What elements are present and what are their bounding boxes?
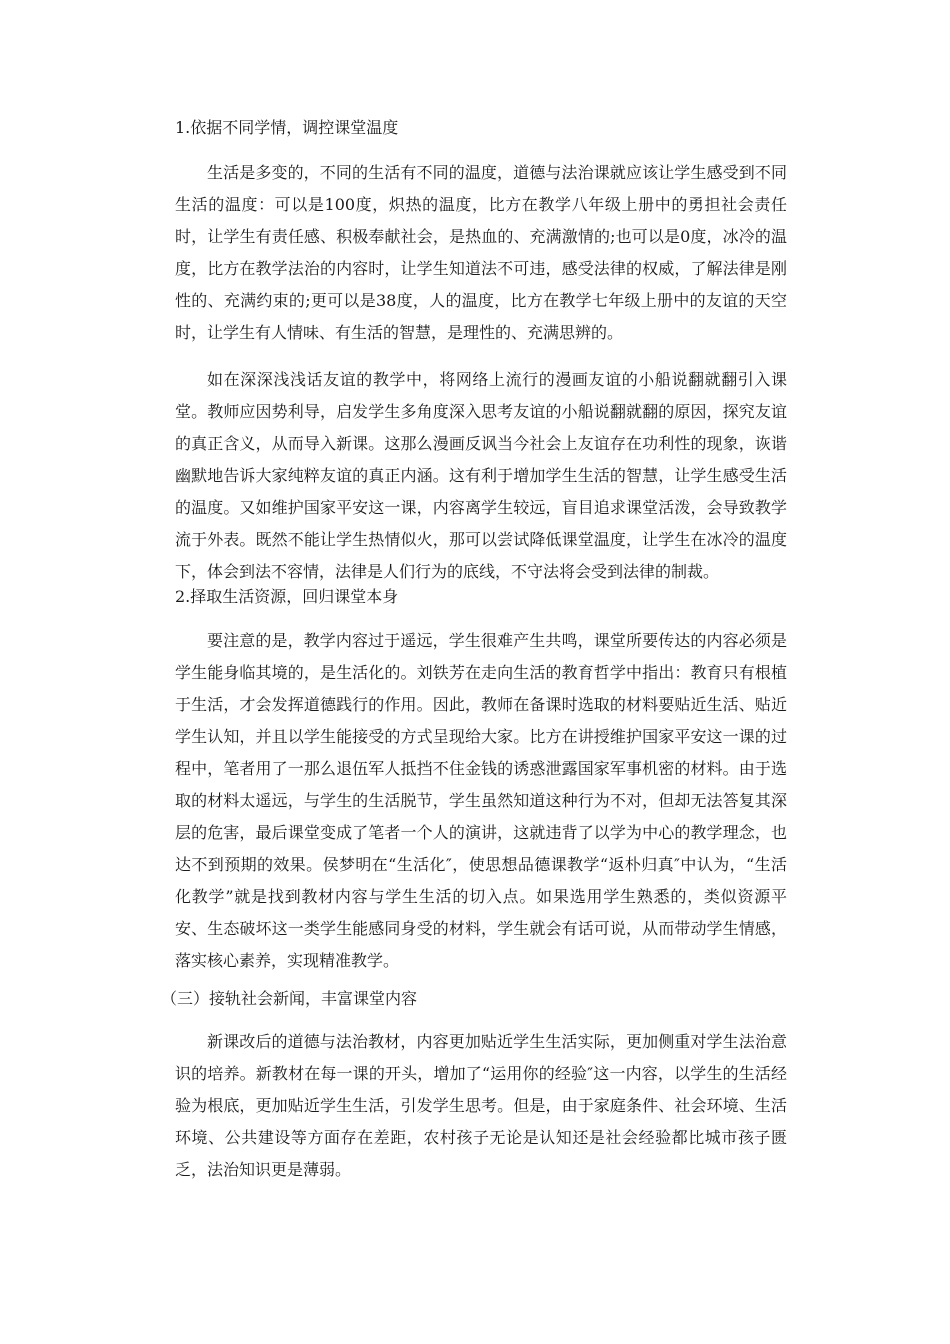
- paragraph-1: 生活是多变的，不同的生活有不同的温度，道德与法治课就应该让学生感受到不同生活的温度：可以是100度，炽热的温度，比方在教学八年级上册中的勇担社会责任时，让学生有责任感、积极奉献社会，是热血的、充满激情的;也可以是0度，冰冷的温度，比方在教学法治的内容时，让学生知道法不可违，感受法律的权威，了解法律是刚性的、充满约束的;更可以是38度，人的温度，比方在教学七年级上册中的友谊的天空时，让学生有人情味、有生活的智慧，是理性的、充满思辨的。: [175, 163, 787, 342]
- subheading-2: 2.择取生活资源，回归课堂本身: [175, 587, 399, 606]
- paragraph-2: 如在深深浅浅话友谊的教学中，将网络上流行的漫画友谊的小船说翻就翻引入课堂。教师应因势利导，启发学生多角度深入思考友谊的小船说翻就翻的原因，探究友谊的真正含义，从而导入新课。这那么漫画反讽当今社会上友谊存在功利性的现象，诙谐幽默地告诉大家纯粹友谊的真正内涵。这有利于增加学生生活的智慧，让学生感受生活的温度。又如维护国家平安这一课，内容离学生较远，盲目追求课堂活泼，会导致教学流于外表。既然不能让学生热情似火，那可以尝试降低课堂温度，让学生在冰冷的温度下，体会到法不容情，法律是人们行为的底线，不守法将会受到法律的制裁。: [175, 370, 787, 581]
- paragraph-4: 新课改后的道德与法治教材，内容更加贴近学生生活实际，更加侧重对学生法治意识的培养。新教材在每一课的开头，增加了“运用你的经验″这一内容，以学生的生活经验为根底，更加贴近学生生活，引发学生思考。但是，由于家庭条件、社会环境、生活环境、公共建设等方面存在差距，农村孩子无论是认知还是社会经验都比城市孩子匮乏，法治知识更是薄弱。: [175, 1032, 787, 1179]
- subheading-1: 1.依据不同学情，调控课堂温度: [175, 118, 399, 137]
- section-heading-3: （三）接轨社会新闻，丰富课堂内容: [161, 989, 418, 1008]
- paragraph-3: 要注意的是，教学内容过于遥远，学生很难产生共鸣，课堂所要传达的内容必须是学生能身临其境的，是生活化的。刘铁芳在走向生活的教育哲学中指出：教育只有根植于生活，才会发挥道德践行的作用。因此，教师在备课时选取的材料要贴近生活、贴近学生认知，并且以学生能接受的方式呈现给大家。比方在讲授维护国家平安这一课的过程中，笔者用了一那么退伍军人抵挡不住金钱的诱惑泄露国家军事机密的材料。由于选取的材料太遥远，与学生的生活脱节，学生虽然知道这种行为不对，但却无法答复其深层的危害，最后课堂变成了笔者一个人的演讲，这就违背了以学为中心的教学理念，也达不到预期的效果。侯梦明在“生活化″，使思想品德课教学“返朴归真″中认为，“生活化教学”就是找到教材内容与学生生活的切入点。如果选用学生熟悉的，类似资源平安、生态破坏这一类学生能感同身受的材料，学生就会有话可说，从而带动学生情感，落实核心素养，实现精准教学。: [175, 631, 787, 970]
